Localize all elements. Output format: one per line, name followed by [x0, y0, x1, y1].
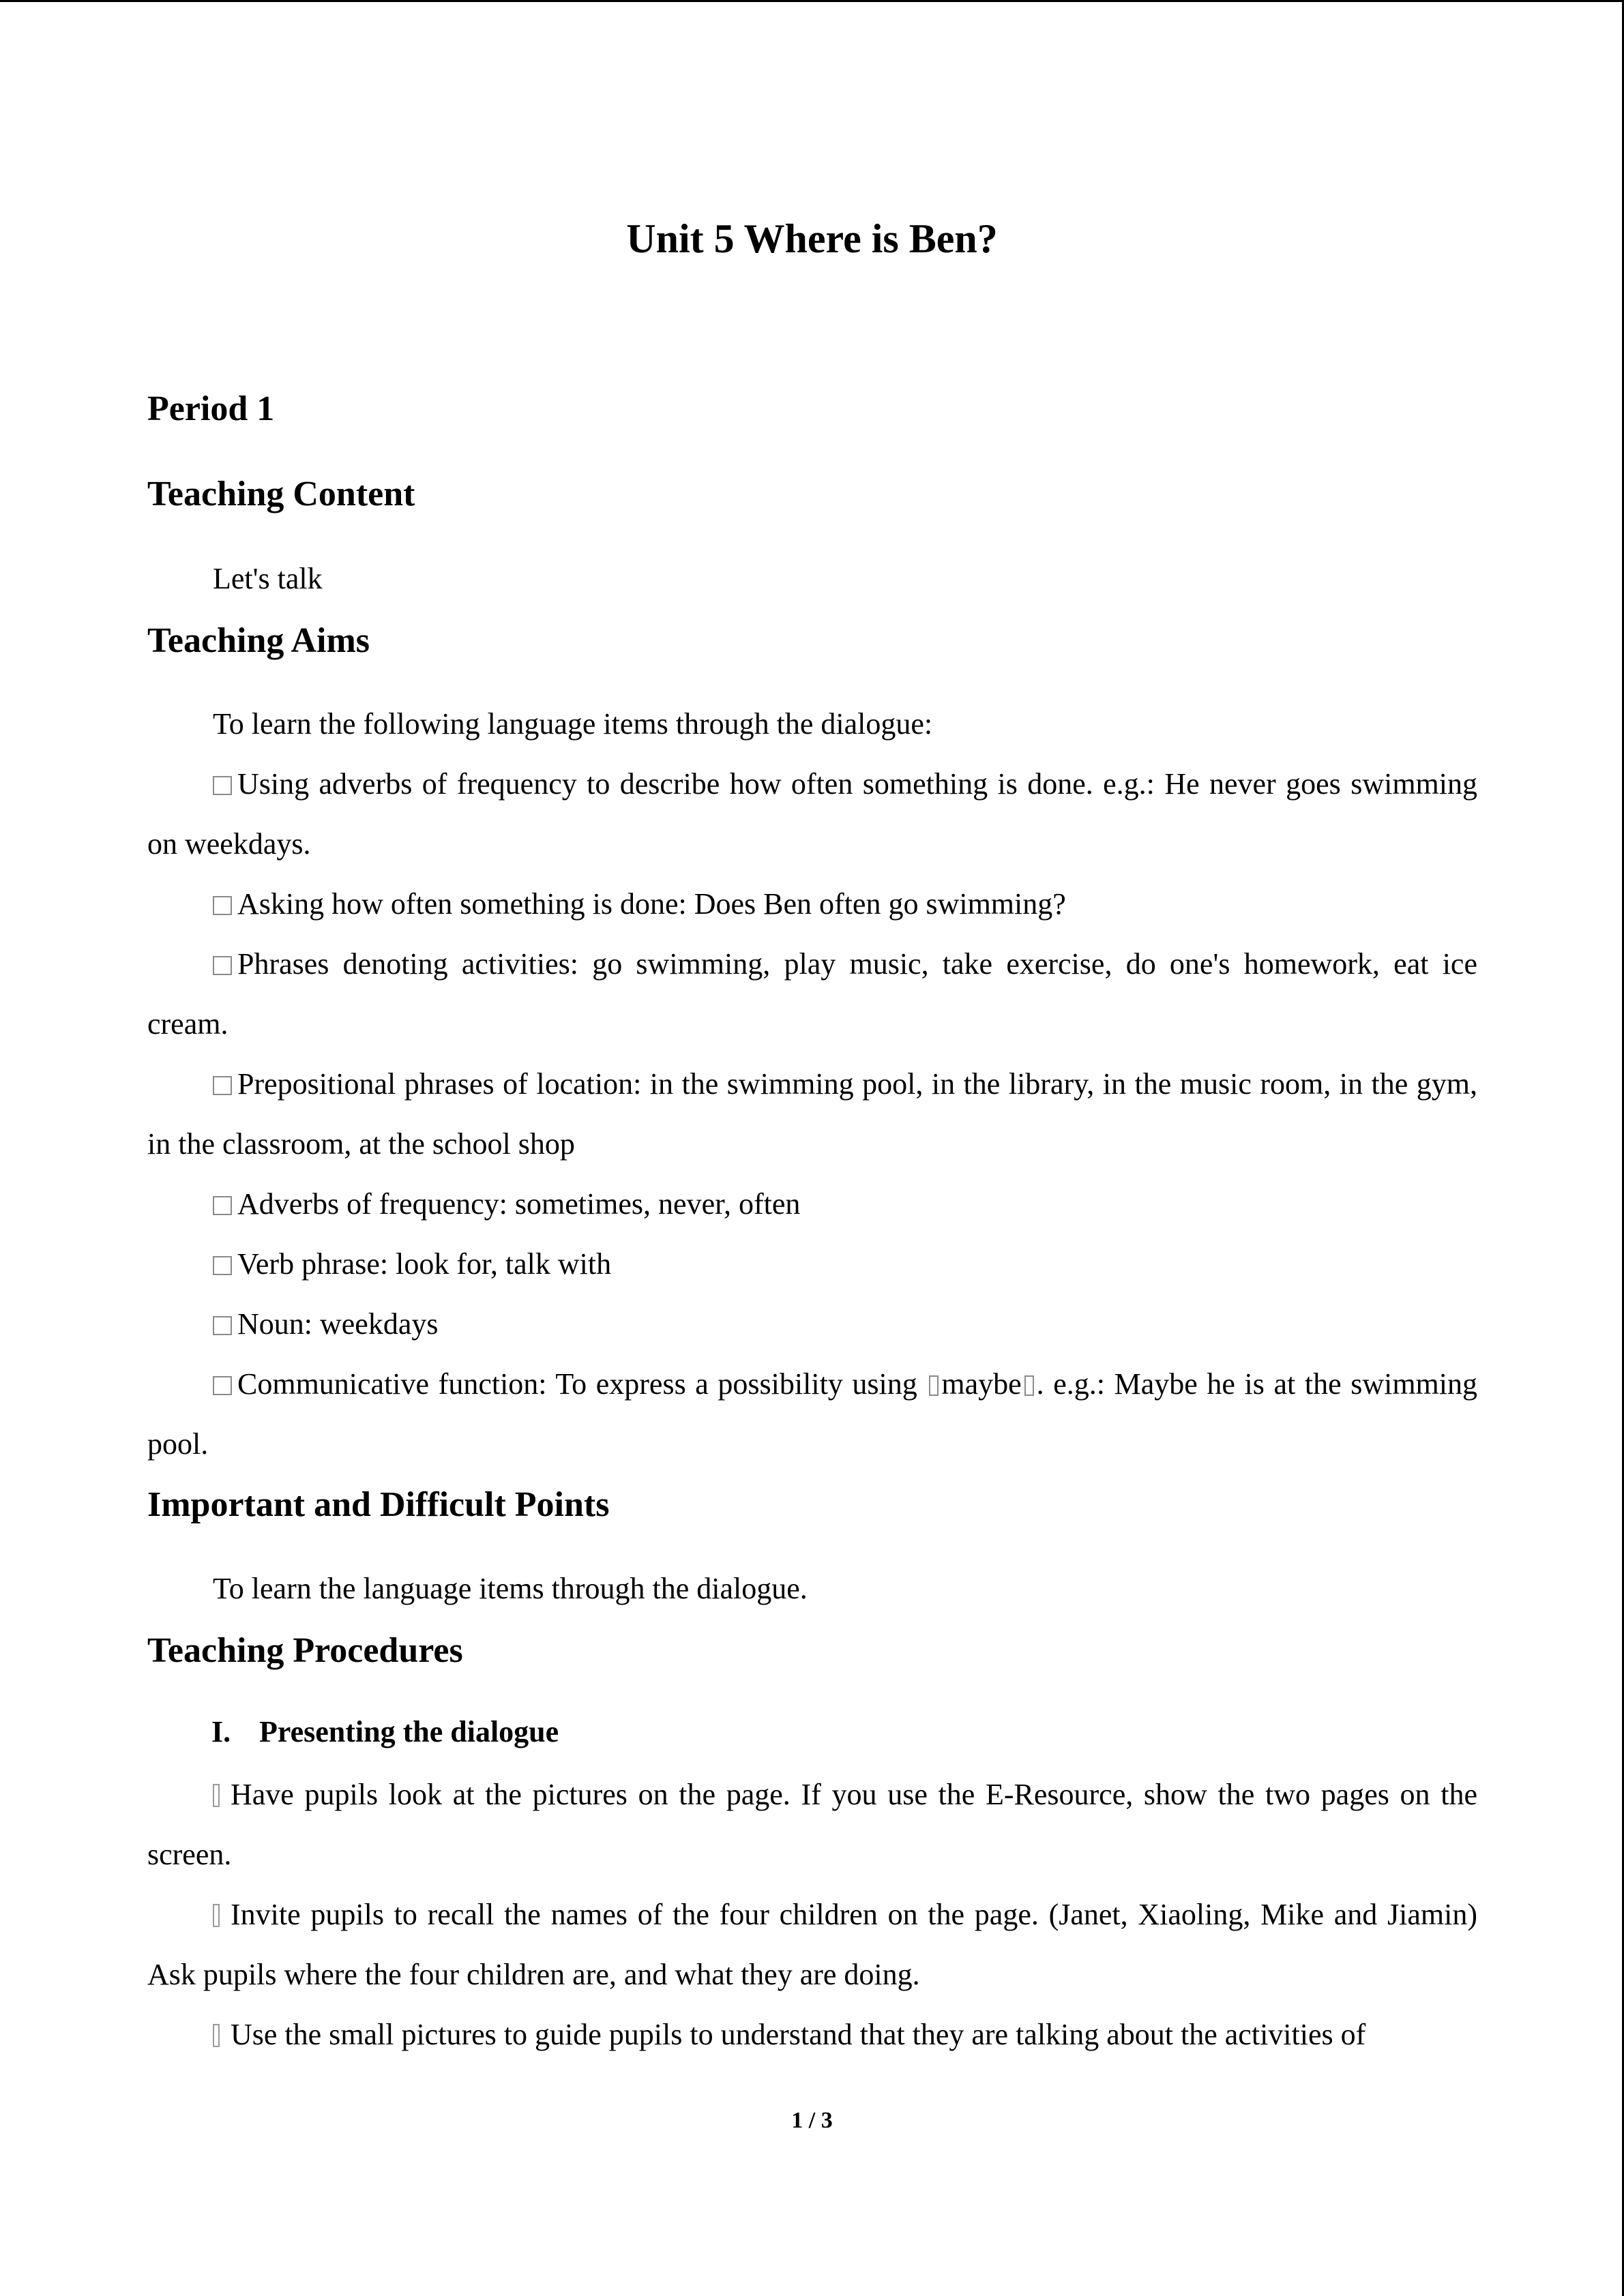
aim-item	[147, 1294, 1477, 1354]
aim-item-text: Verb phrase: look for, talk with	[237, 1247, 612, 1281]
procedure-step	[147, 1765, 1477, 1885]
aim-item-text: Phrases denoting activities: go swimming, play music, take exercise, do one's homework, eat ice cream.	[147, 947, 1477, 1041]
aim-item-communicative	[147, 1354, 1477, 1474]
checkbox-icon	[213, 1076, 232, 1095]
checkbox-icon	[213, 1316, 232, 1335]
bullet-icon	[213, 2024, 220, 2047]
aim-item-text: Asking how often something is done: Does Ben often go swimming?	[237, 887, 1066, 921]
procedure-section-title: Presenting the dialogue	[259, 1715, 559, 1748]
aim-item-text-before: Communicative function: To express a possibility using	[237, 1367, 927, 1401]
aim-item-text: Prepositional phrases of location: in the swimming pool, in the library, in the music room, in the gym, in the classroom, at the school shop	[147, 1067, 1477, 1161]
page-indicator: 1 / 3	[791, 2108, 833, 2133]
procedure-step-text: Invite pupils to recall the names of the four children on the page. (Janet, Xiaoling, Mike and Jiamin) Ask pupils where the four children are, and what they are doing.	[147, 1898, 1477, 1991]
aim-item-keyword: maybe	[941, 1367, 1022, 1401]
teaching-aims-intro: To learn the following language items through the dialogue:	[213, 707, 933, 741]
procedure-section-number: I.	[211, 1715, 231, 1748]
procedure-step-text: Use the small pictures to guide pupils to understand that they are talking about the activities of	[231, 2018, 1366, 2051]
important-points-heading: Important and Difficult Points	[147, 1485, 610, 1524]
aim-item	[147, 874, 1477, 934]
aim-item-text: Using adverbs of frequency to describe how often something is done. e.g.: He never goes swimming on weekdays.	[147, 767, 1477, 861]
open-quote-icon	[929, 1375, 939, 1396]
important-points-text: To learn the language items through the dialogue.	[213, 1572, 808, 1605]
checkbox-icon	[213, 1196, 232, 1215]
checkbox-icon	[213, 956, 232, 975]
checkbox-icon	[213, 896, 232, 915]
aim-item-text: Adverbs of frequency: sometimes, never, often	[237, 1187, 801, 1221]
checkbox-icon	[213, 1256, 232, 1275]
bullet-icon	[213, 1784, 220, 1807]
procedure-step	[147, 1885, 1477, 2005]
aim-item	[147, 754, 1477, 874]
teaching-aims-heading: Teaching Aims	[147, 621, 370, 660]
period-heading: Period 1	[147, 389, 275, 428]
aim-item	[147, 1054, 1477, 1174]
document-title: Unit 5 Where is Ben?	[626, 216, 998, 261]
close-quote-icon	[1024, 1375, 1034, 1396]
aim-item	[147, 1234, 1477, 1294]
teaching-content-heading: Teaching Content	[147, 475, 415, 513]
checkbox-icon	[213, 1376, 232, 1395]
teaching-content-text: Let's talk	[213, 562, 323, 595]
aim-item-text-after: . e.g.: Maybe he is at the swimming pool.	[147, 1367, 1477, 1461]
procedure-step	[147, 2005, 1477, 2065]
aim-item	[147, 1174, 1477, 1234]
checkbox-icon	[213, 776, 232, 795]
aim-item	[147, 934, 1477, 1054]
teaching-procedures-heading: Teaching Procedures	[147, 1631, 463, 1670]
bullet-icon	[213, 1904, 220, 1927]
procedure-section-heading	[211, 1712, 559, 1753]
aim-item-text: Noun: weekdays	[237, 1307, 439, 1341]
procedure-step-text: Have pupils look at the pictures on the page. If you use the E-Resource, show the two pages on the screen.	[147, 1778, 1477, 1871]
